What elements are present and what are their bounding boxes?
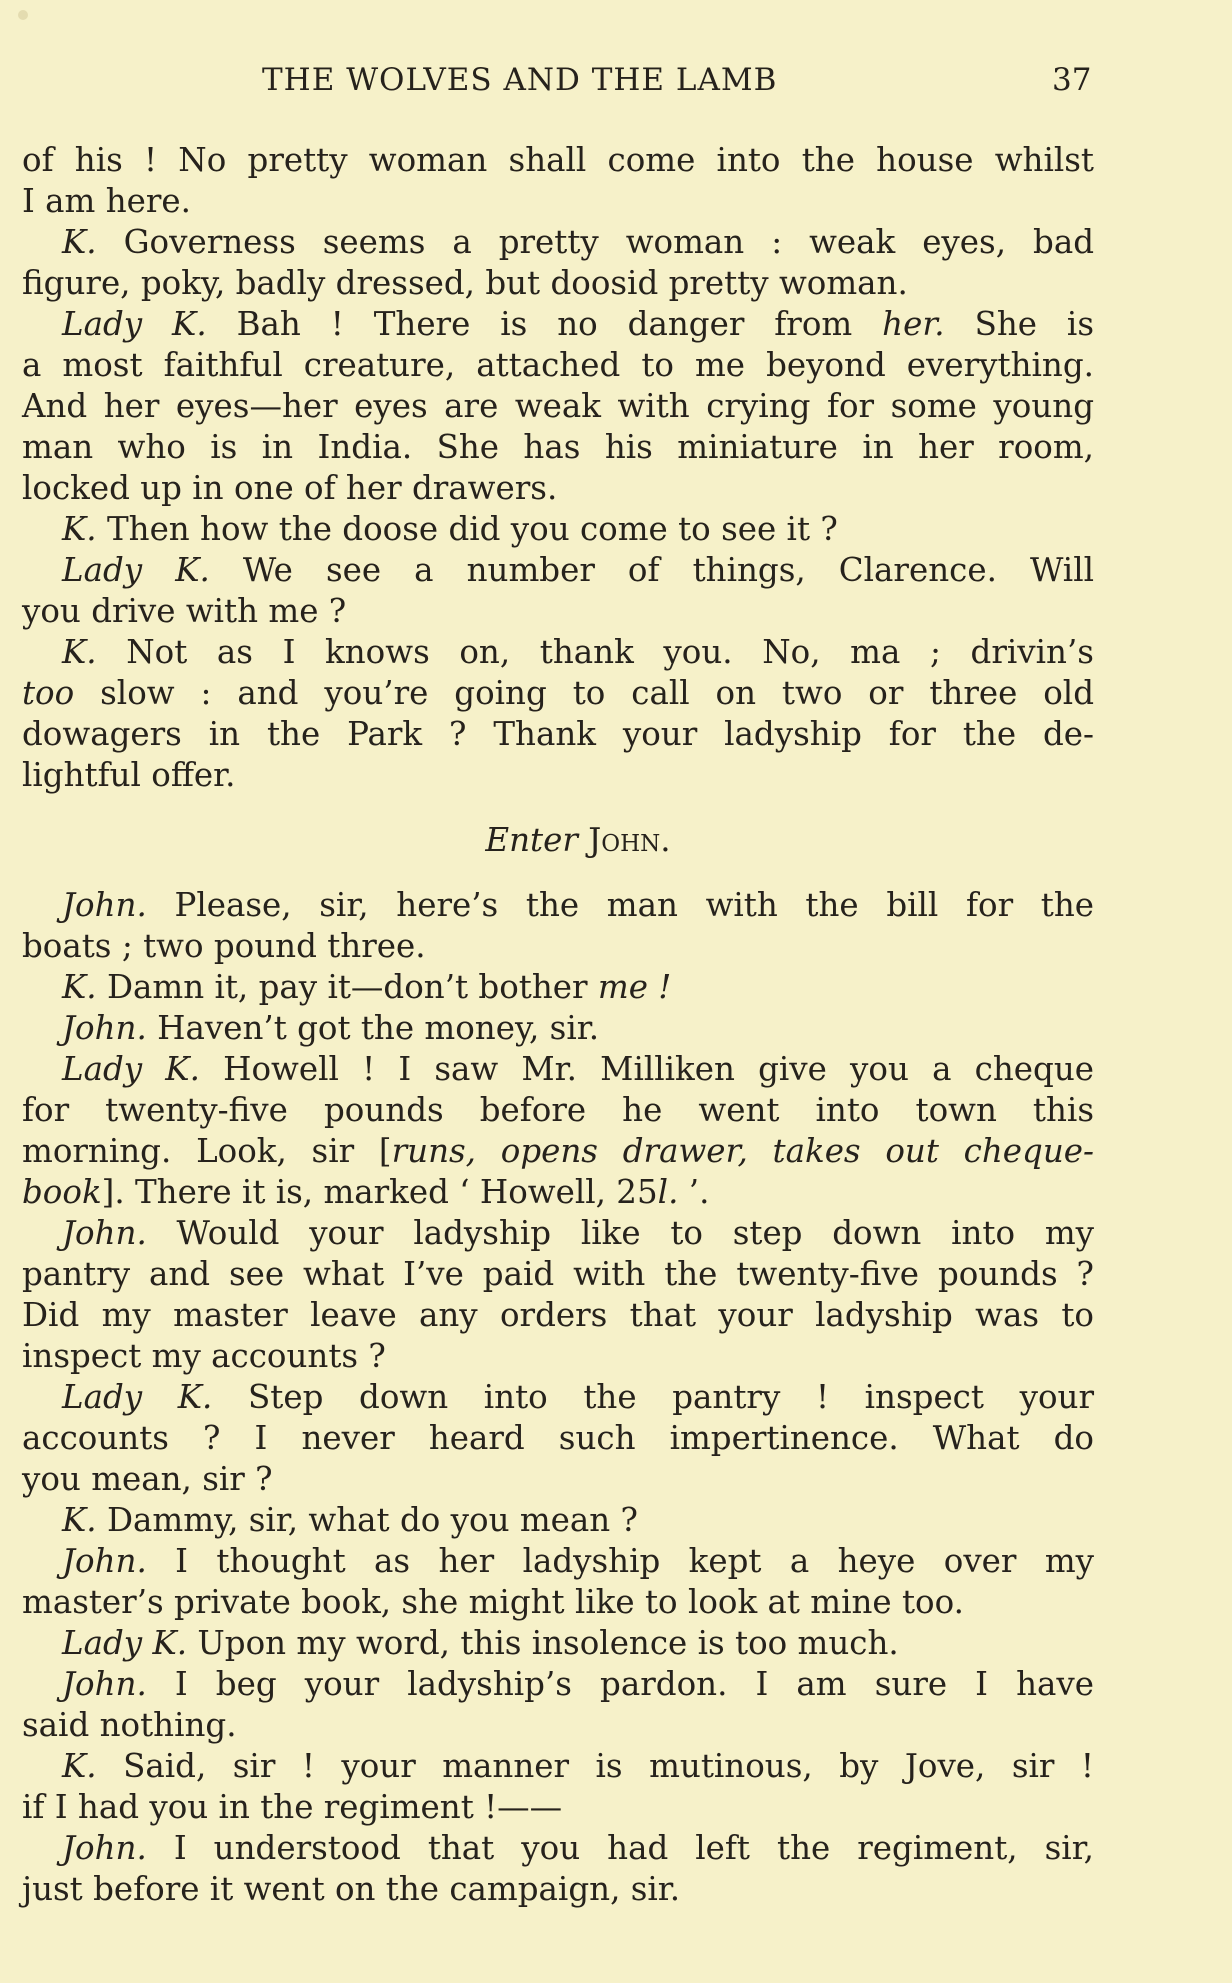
text-run: Bah ! There is no danger from: [206, 305, 883, 343]
text-run: Haven’t got the money, sir.: [146, 1009, 600, 1047]
text-line: [22, 1705, 1094, 1746]
italic-text: runs, opens drawer, takes out cheque-: [391, 1132, 1094, 1170]
text-run: Please, sir, here’s the man with the bill for the: [146, 886, 1094, 924]
speaker-name: John.: [62, 1009, 147, 1047]
text-line: [22, 1787, 1094, 1828]
speaker-name: John.: [62, 1829, 147, 1867]
text-line: [22, 1541, 1094, 1582]
text-line: [22, 1746, 1094, 1787]
speaker-name: Lady K.: [62, 551, 210, 589]
text-run: said nothing.: [22, 1706, 237, 1744]
text-line: [22, 1418, 1094, 1459]
text-run: Damn it, pay it—don’t bother: [96, 968, 598, 1006]
text-run: lightful offer.: [22, 756, 236, 794]
text-run: for twenty-five pounds before he went into town this: [22, 1091, 1094, 1129]
text-run: [578, 821, 588, 859]
text-run: of his ! No pretty woman shall come into the house whilst: [22, 141, 1094, 179]
stage-direction: [22, 820, 1094, 861]
running-title: THE WOLVES AND THE LAMB: [262, 62, 778, 98]
text-run: a most faithful creature, attached to me beyond everything.: [22, 346, 1094, 384]
speaker-name: Lady K.: [62, 305, 207, 343]
text-line: [22, 1336, 1094, 1377]
text-run: Dammy, sir, what do you mean ?: [96, 1501, 638, 1539]
text-run: I am here.: [22, 182, 191, 220]
text-run: I understood that you had left the regiment, sir,: [146, 1829, 1094, 1867]
italic-text: me !: [597, 968, 672, 1006]
speaker-name: Lady K.: [62, 1624, 188, 1662]
text-run: I beg your ladyship’s pardon. I am sure I have: [146, 1665, 1094, 1703]
italic-text: book: [22, 1173, 102, 1211]
text-line: [22, 714, 1094, 755]
text-run: if I had you in the regiment !——: [22, 1788, 563, 1826]
text-line: [22, 1049, 1094, 1090]
text-line: [22, 755, 1094, 796]
text-line: [22, 967, 1094, 1008]
text-line: [22, 386, 1094, 427]
speaker-name: John.: [62, 886, 147, 924]
text-line: [22, 1623, 1094, 1664]
italic-text: her.: [882, 305, 945, 343]
text-line: [22, 509, 1094, 550]
text-run: Not as I knows on, thank you. No, ma ; drivin’s: [96, 633, 1094, 671]
text-run: just before it went on the campaign, sir.: [22, 1870, 681, 1908]
text-line: [22, 1377, 1094, 1418]
running-head: [0, 62, 1232, 102]
text-run: man who is in India. She has his miniature in her room,: [22, 428, 1094, 466]
italic-text: l.: [657, 1173, 679, 1211]
text-run: accounts ? I never heard such impertinence. What do: [22, 1419, 1094, 1457]
text-line: [22, 885, 1094, 926]
text-line: [22, 468, 1094, 509]
section-spacer: [22, 861, 1094, 885]
speaker-name: K.: [62, 510, 97, 548]
speaker-name: Lady K.: [62, 1050, 200, 1088]
text-line: [22, 1869, 1094, 1910]
italic-text: too: [22, 674, 75, 712]
text-line: [22, 1828, 1094, 1869]
text-line: [22, 926, 1094, 967]
text-run: you mean, sir ?: [22, 1460, 273, 1498]
text-line: [22, 1131, 1094, 1172]
text-line: [22, 1090, 1094, 1131]
section-spacer: [22, 796, 1094, 820]
text-line: [22, 427, 1094, 468]
text-run: inspect my accounts ?: [22, 1337, 386, 1375]
italic-text: Enter: [485, 821, 578, 859]
text-line: [22, 181, 1094, 222]
text-run: Upon my word, this insolence is too much.: [187, 1624, 899, 1662]
text-line: [22, 591, 1094, 632]
speaker-name: K.: [62, 1747, 97, 1785]
text-line: [22, 345, 1094, 386]
text-line: [22, 140, 1094, 181]
text-run: We see a number of things, Clarence. Will: [209, 551, 1094, 589]
text-run: dowagers in the Park ? Thank your ladyship for the de-: [22, 715, 1094, 753]
text-line: [22, 1254, 1094, 1295]
text-run: boats ; two pound three.: [22, 927, 426, 965]
text-run: pantry and see what I’ve paid with the twenty-five pounds ?: [22, 1255, 1094, 1293]
text-run: Did my master leave any orders that your ladyship was to: [22, 1296, 1094, 1334]
text-run: figure, poky, badly dressed, but doosid pretty woman.: [22, 264, 908, 302]
text-run: you drive with me ?: [22, 592, 347, 630]
text-run: Governess seems a pretty woman : weak eyes, bad: [96, 223, 1094, 261]
text-run: Would your ladyship like to step down into my: [146, 1214, 1094, 1252]
text-line: [22, 1500, 1094, 1541]
text-line: [22, 304, 1094, 345]
page-number: 37: [1052, 62, 1092, 98]
text-line: [22, 1213, 1094, 1254]
speaker-name: Lady K.: [62, 1378, 213, 1416]
text-run: Then how the doose did you come to see it ?: [96, 510, 838, 548]
text-line: [22, 550, 1094, 591]
text-run: I thought as her ladyship kept a heye over my: [146, 1542, 1094, 1580]
text-run: Howell ! I saw Mr. Milliken give you a cheque: [199, 1050, 1094, 1088]
play-text: [22, 140, 1094, 1910]
text-line: [22, 1582, 1094, 1623]
speaker-name: K.: [62, 1501, 97, 1539]
text-line: [22, 1664, 1094, 1705]
speaker-name: K.: [62, 223, 97, 261]
character-name: John.: [588, 821, 671, 859]
text-run: master’s private book, she might like to look at mine too.: [22, 1583, 964, 1621]
text-run: morning. Look, sir [: [22, 1132, 392, 1170]
text-run: And her eyes—her eyes are weak with crying for some young: [22, 387, 1094, 425]
text-line: [22, 632, 1094, 673]
text-line: [22, 1295, 1094, 1336]
text-run: ]. There it is, marked ‘ Howell, 25: [101, 1173, 658, 1211]
text-run: Step down into the pantry ! inspect your: [212, 1378, 1094, 1416]
page-spot: [18, 10, 28, 20]
text-run: She is: [944, 305, 1094, 343]
text-run: locked up in one of her drawers.: [22, 469, 558, 507]
text-line: [22, 1008, 1094, 1049]
text-line: [22, 673, 1094, 714]
speaker-name: K.: [62, 968, 97, 1006]
text-run: ’.: [678, 1173, 710, 1211]
text-run: Said, sir ! your manner is mutinous, by Jove, sir !: [96, 1747, 1094, 1785]
text-line: [22, 1459, 1094, 1500]
speaker-name: John.: [62, 1542, 147, 1580]
speaker-name: K.: [62, 633, 97, 671]
speaker-name: John.: [62, 1214, 147, 1252]
text-line: [22, 222, 1094, 263]
text-line: [22, 1172, 1094, 1213]
text-line: [22, 263, 1094, 304]
speaker-name: John.: [62, 1665, 147, 1703]
text-run: slow : and you’re going to call on two or three old: [74, 674, 1094, 712]
